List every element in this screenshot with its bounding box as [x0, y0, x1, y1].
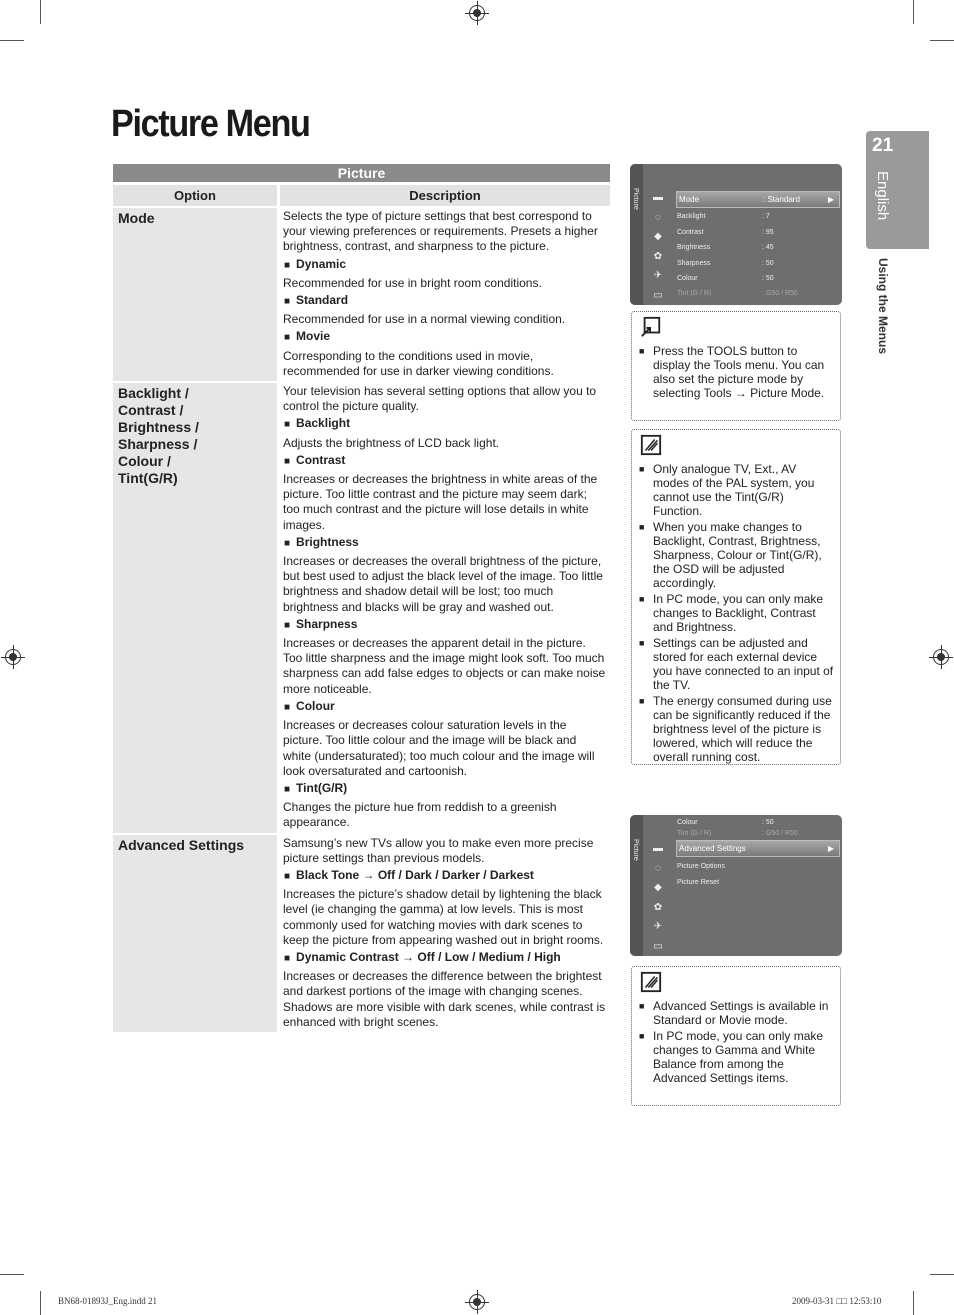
- tools-note-box: [631, 311, 841, 421]
- sub-title: ■ Sharpness: [283, 617, 606, 633]
- osd-picture-menu: [630, 164, 842, 305]
- arrow-right-icon: ▶: [827, 844, 834, 853]
- sub-title: ■ Dynamic Contrast → Off / Low / Medium / High: [283, 950, 606, 966]
- registration-mark-icon: [5, 649, 21, 665]
- notes-box: [631, 429, 841, 765]
- registration-mark-icon: [469, 5, 485, 21]
- crop-mark: [913, 0, 914, 24]
- description-intro: Samsung’s new TVs allow you to make even more precise picture settings than previous models.: [283, 835, 594, 865]
- note-icon: [640, 971, 662, 993]
- language-label: English: [874, 171, 891, 221]
- sub-title: ■ Standard: [283, 293, 606, 309]
- input-icon: ✈: [653, 270, 663, 281]
- sub-text: Increases or decreases the overall brightness of the picture, but best used to adjust the black level of the image. Too little brightness and shadow detail will be lost; too much brightness and blacks will be gray and washed out.: [283, 554, 603, 614]
- crop-mark: [0, 1274, 24, 1275]
- page-tab: [866, 131, 929, 249]
- note-icon: [640, 434, 662, 456]
- crop-mark: [930, 1274, 954, 1275]
- sub-text: Adjusts the brightness of LCD back light.: [283, 435, 500, 450]
- osd-item[interactable]: Sharpness : 50: [677, 260, 774, 267]
- osd-item[interactable]: Tint (G / R) : G50 / R50: [677, 290, 798, 297]
- crop-mark: [930, 40, 954, 41]
- option-cell: Mode: [113, 208, 277, 381]
- osd-item[interactable]: Colour : 50: [677, 275, 774, 282]
- table-row: [113, 835, 610, 1032]
- sub-text: Increases or decreases the brightness in white areas of the picture. Too little contrast and the picture may seem dark; too much contrast and the picture will lose details in white images.: [283, 472, 598, 532]
- sub-text: Increases or decreases the apparent detail in the picture. Too little sharpness and the image might look soft. Too much sharpness can add false edges to objects or can make noise more noticeable.: [283, 636, 606, 696]
- tools-note-text: ■ Press the TOOLS button to display the Tools menu. You can also set the picture mode by selecting Tools → Picture Mode.: [638, 344, 834, 400]
- crop-mark: [913, 1291, 914, 1315]
- osd-item[interactable]: Brightness : 45: [677, 244, 774, 251]
- description-cell: [280, 383, 610, 832]
- input-icon: ✈: [653, 921, 663, 932]
- description-cell: [280, 835, 610, 1032]
- sub-text: Recommended for use in a normal viewing condition.: [283, 312, 566, 327]
- sub-title: ■ Contrast: [283, 453, 606, 469]
- sub-text: Increases or decreases the difference between the brightest and darkest portions of the image with changing scenes. Shadows are more visible with dark scenes, while contrast is enhanced with bright scenes.: [283, 969, 606, 1029]
- sub-title: ■ Brightness: [283, 535, 606, 551]
- application-icon: ▭: [653, 289, 663, 301]
- osd-item[interactable]: Tint (G / R) : G50 / R50: [677, 830, 798, 837]
- osd-item[interactable]: Contrast : 95: [677, 229, 774, 236]
- osd-selected-item[interactable]: Advanced Settings ▶: [676, 840, 840, 857]
- registration-mark-icon: [469, 1294, 485, 1310]
- setup-icon: ✿: [653, 901, 663, 913]
- osd-selected-item[interactable]: Mode : Standard ▶: [676, 191, 840, 208]
- note-item: ■ In PC mode, you can only make changes to Backlight, Contrast and Brightness.: [638, 592, 834, 634]
- sub-title: ■ Dynamic: [283, 257, 606, 273]
- table-row: [113, 383, 610, 832]
- column-header-option: Option: [113, 185, 277, 206]
- sub-text: Increases the picture’s shadow detail by lightening the black level (ie changing the gamma) at low levels. This is most commonly used for watching movies with dark scenes to keep the picture from appearing washed out in bright rooms.: [283, 887, 604, 947]
- table-header: Picture: [113, 164, 610, 182]
- note-item: ■ Advanced Settings is available in Standard or Movie mode.: [638, 999, 834, 1027]
- osd-advanced-settings-menu: [630, 815, 842, 956]
- footer-date: 2009-03-31 □□ 12:53:10: [792, 1296, 882, 1306]
- note-item: ■ When you make changes to Backlight, Contrast, Brightness, Sharpness, Colour or Tint(G/R), the OSD will be adjusted accordingly.: [638, 520, 834, 590]
- sub-text: Increases or decreases colour saturation levels in the picture. Too little colour and the image will be black and white (undersaturated); too much colour and the image will look oversaturated and cartoonish.: [283, 718, 595, 778]
- footer-file: BN68-01893J_Eng.indd 21: [58, 1296, 157, 1306]
- osd-item[interactable]: Backlight : 7: [677, 213, 770, 220]
- osd-item[interactable]: Picture Reset: [677, 879, 720, 886]
- option-cell: Advanced Settings: [113, 835, 277, 1032]
- osd-menu-label: Picture: [632, 188, 639, 210]
- note-item: ■ Only analogue TV, Ext., AV modes of the PAL system, you cannot use the Tint(G/R) Function.: [638, 462, 834, 518]
- osd-item[interactable]: Picture Options: [677, 863, 725, 870]
- notes-box: [631, 966, 841, 1106]
- picture-icon: ▬: [653, 843, 663, 854]
- table-row: [113, 208, 610, 381]
- arrow-right-icon: ▶: [827, 195, 834, 204]
- description-cell: [280, 208, 610, 381]
- sub-text: Changes the picture hue from reddish to a greenish appearance.: [283, 800, 557, 830]
- option-cell: Backlight / Contrast / Brightness / Sharpness / Colour / Tint(G/R): [113, 383, 277, 832]
- tools-icon: [640, 316, 662, 338]
- picture-icon: ▬: [653, 192, 663, 203]
- crop-mark: [40, 1291, 41, 1315]
- crop-mark: [0, 40, 24, 41]
- channel-icon: ◆: [654, 231, 662, 242]
- picture-table: [113, 164, 610, 1032]
- sub-title: ■ Black Tone → Off / Dark / Darker / Darkest: [283, 868, 606, 884]
- description-intro: Selects the type of picture settings that best correspond to your viewing preferences or requirements. Presets a higher brightness, contrast, and sharpness to the picture.: [283, 209, 598, 254]
- sound-icon: ◌: [655, 862, 661, 874]
- osd-menu-label: Picture: [632, 839, 639, 861]
- setup-icon: ✿: [653, 250, 663, 262]
- sub-title: ■ Tint(G/R): [283, 781, 606, 797]
- column-header-description: Description: [280, 185, 610, 206]
- note-item: ■ In PC mode, you can only make changes to Gamma and White Balance from among the Advanced Settings items.: [638, 1029, 834, 1085]
- description-intro: Your television has several setting options that allow you to control the picture quality.: [283, 384, 597, 414]
- sub-title: ■ Colour: [283, 699, 606, 715]
- section-label: Using the Menus: [876, 258, 890, 355]
- sub-text: Recommended for use in bright room conditions.: [283, 275, 542, 290]
- application-icon: ▭: [653, 940, 663, 952]
- sub-text: Corresponding to the conditions used in movie, recommended for use in darker viewing conditions.: [283, 348, 554, 378]
- registration-mark-icon: [933, 649, 949, 665]
- channel-icon: ◆: [654, 882, 662, 893]
- note-item: ■ The energy consumed during use can be significantly reduced if the brightness level of the picture is lowered, which will reduce the overall running cost.: [638, 694, 834, 764]
- note-item: ■ Settings can be adjusted and stored for each external device you have connected to an input of the TV.: [638, 636, 834, 692]
- page-number: 21: [872, 135, 894, 156]
- crop-mark: [40, 0, 41, 24]
- sub-title: ■ Movie: [283, 329, 606, 345]
- osd-item[interactable]: Colour : 50: [677, 819, 774, 826]
- sound-icon: ◌: [655, 211, 661, 223]
- page-title: Picture Menu: [111, 103, 310, 145]
- sub-title: ■ Backlight: [283, 416, 606, 432]
